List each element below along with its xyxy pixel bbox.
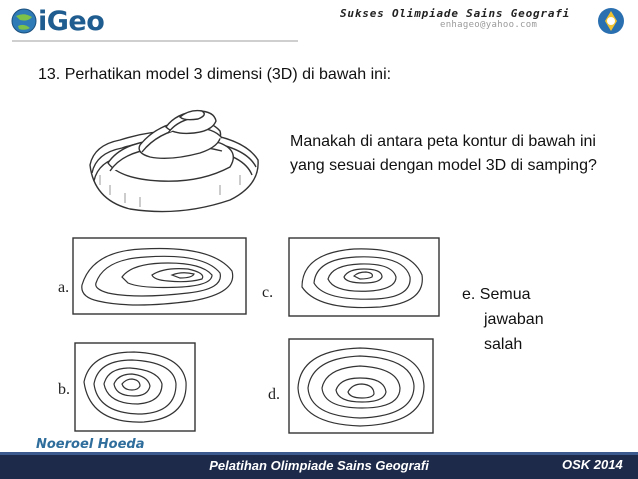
option-d-label: d. [268, 386, 280, 403]
footer-title: Pelatihan Olimpiade Sains Geografi [209, 458, 429, 473]
footer-year: OSK 2014 [562, 457, 623, 472]
option-e-line1: e. Semua [462, 286, 531, 303]
option-a-contour-map[interactable] [72, 237, 247, 315]
option-a-label: a. [58, 279, 70, 296]
option-e-line2: jawaban [484, 311, 544, 328]
option-b-contour-map[interactable] [74, 342, 196, 432]
option-c-label: c. [262, 284, 274, 301]
option-e[interactable] [462, 282, 544, 357]
question-prompt: Manakah di antara peta kontur di bawah ini yang sesuai dengan model 3D di samping? [290, 133, 597, 174]
footer-stripe [0, 452, 638, 455]
question-text: 13. Perhatikan model 3 dimensi (3D) di bawah ini: [38, 66, 392, 83]
option-d-contour-map[interactable] [288, 338, 434, 434]
option-e-line3: salah [484, 336, 523, 353]
header-divider [12, 40, 298, 42]
option-b-label: b. [58, 381, 70, 398]
header-title: Sukses Olimpiade Sains Geografi [340, 7, 571, 20]
education-emblem-icon [596, 6, 626, 36]
option-c-contour-map[interactable] [288, 237, 440, 317]
terrain-3d-model-image [80, 105, 268, 220]
author-name: Noeroel Hoeda [36, 437, 145, 452]
header-email: enhageo@yahoo.com [440, 20, 538, 30]
logo-text: iGeo [38, 6, 105, 37]
